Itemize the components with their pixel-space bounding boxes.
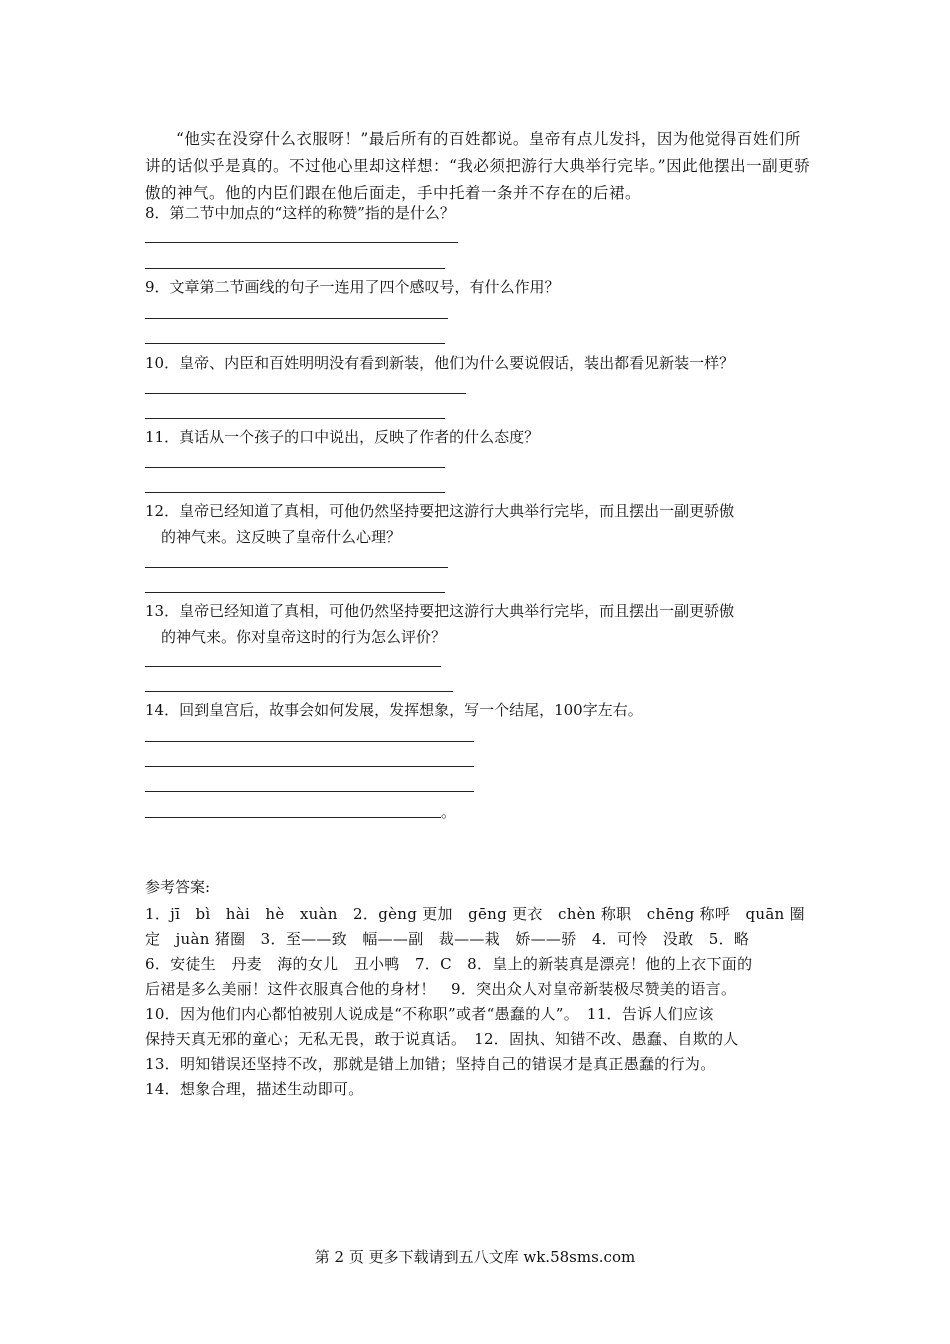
question-text: 8．第二节中加点的“这样的称赞”指的是什么？ xyxy=(145,204,455,222)
question-text: 14．回到皇宫后，故事会如何发展，发挥想象，写一个结尾，100字左右。 xyxy=(145,701,643,719)
question-text: 11．真话从一个孩子的口中说出，反映了作者的什么态度？ xyxy=(145,428,540,446)
question-10 xyxy=(145,350,815,376)
answer-line-text: 保持天真无邪的童心；无私无畏，敢于说真话。 12．固执、知错不改、愚蠢、自欺的人 xyxy=(145,1030,739,1048)
question-8 xyxy=(145,200,815,226)
question-11 xyxy=(145,424,815,450)
answer-line-text: 13．明知错误还坚持不改，那就是错上加错；坚持自己的错误才是真正愚蠢的行为。 xyxy=(145,1055,716,1073)
answer-line[interactable] xyxy=(145,741,474,742)
question-text-line-1: 12．皇帝已经知道了真相，可他仍然坚持要把这游行大典举行完毕，而且摆出一副更骄傲 xyxy=(145,502,735,520)
answer-line[interactable] xyxy=(145,343,445,344)
question-text: 10．皇帝、内臣和百姓明明没有看到新装，他们为什么要说假话，装出都看见新装一样？ xyxy=(145,354,735,372)
answer-line[interactable] xyxy=(145,567,448,568)
answers-block xyxy=(145,902,813,1102)
page-footer: 第 2 页 更多下载请到五八文库 wk.58sms.com xyxy=(314,1248,636,1266)
question-text: 9．文章第二节画线的句子一连用了四个感叹号，有什么作用？ xyxy=(145,278,560,296)
answer-line-text: 6．安徒生 丹麦 海的女儿 丑小鸭 7．C 8．皇上的新装真是漂亮！他的上衣下面的 xyxy=(145,955,753,973)
answer-line[interactable] xyxy=(145,467,445,468)
answer-line-text: 1．jī bì hài hè xuàn 2．gèng 更加 gēng 更衣 chèn 称职 chēng 称呼 quān 圈 xyxy=(145,905,805,923)
answer-line[interactable] xyxy=(145,492,445,493)
passage-paragraph: “他实在没穿什么衣服呀！”最后所有的百姓都说。皇帝有点儿发抖，因为他觉得百姓们所讲的话似乎是真的。不过他心里却这样想：“我必须把游行大典举行完毕。”因此他摆出一副更骄傲的神气。他的内臣们跟在他后面走，手中托着一条并不存在的后裙。 xyxy=(145,130,811,202)
answer-line[interactable] xyxy=(145,691,453,692)
answer-line[interactable] xyxy=(145,393,466,394)
answer-line[interactable] xyxy=(145,592,445,593)
answer-line-text: 10．因为他们内心都怕被别人说成是“不称职”或者“愚蠢的人”。 11．告诉人们应该 xyxy=(145,1005,714,1023)
question-13 xyxy=(145,598,815,650)
answer-line[interactable] xyxy=(145,817,441,818)
question-12 xyxy=(145,498,815,550)
answer-line-text: 定 juàn 猪圈 3．至——致 幅——副 裁——栽 娇——骄 4．可怜 没敢 5．略 xyxy=(145,930,750,948)
answer-line-text: 14．想象合理，描述生动即可。 xyxy=(145,1080,364,1098)
question-text-line-2: 的神气来。你对皇帝这时的行为怎么评价？ xyxy=(161,628,447,646)
answer-line[interactable] xyxy=(145,242,458,243)
answer-line[interactable] xyxy=(145,418,445,419)
answer-line[interactable] xyxy=(145,318,448,319)
question-9 xyxy=(145,274,815,300)
answer-line[interactable] xyxy=(145,791,474,792)
answer-line[interactable] xyxy=(145,268,445,269)
answer-line-text: 后裙是多么美丽！这件衣服真合他的身材！ 9．突出众人对皇帝新装极尽赞美的语言。 xyxy=(145,980,737,998)
question-text-line-1: 13．皇帝已经知道了真相，可他仍然坚持要把这游行大典举行完毕，而且摆出一副更骄傲 xyxy=(145,602,735,620)
question-14 xyxy=(145,697,815,723)
question-text-line-2: 的神气来。这反映了皇帝什么心理？ xyxy=(161,528,402,546)
story-passage xyxy=(145,126,815,207)
answer-line[interactable] xyxy=(145,666,441,667)
end-period: 。 xyxy=(441,803,457,821)
answer-line[interactable] xyxy=(145,766,474,767)
answers-title: 参考答案: xyxy=(145,878,211,896)
